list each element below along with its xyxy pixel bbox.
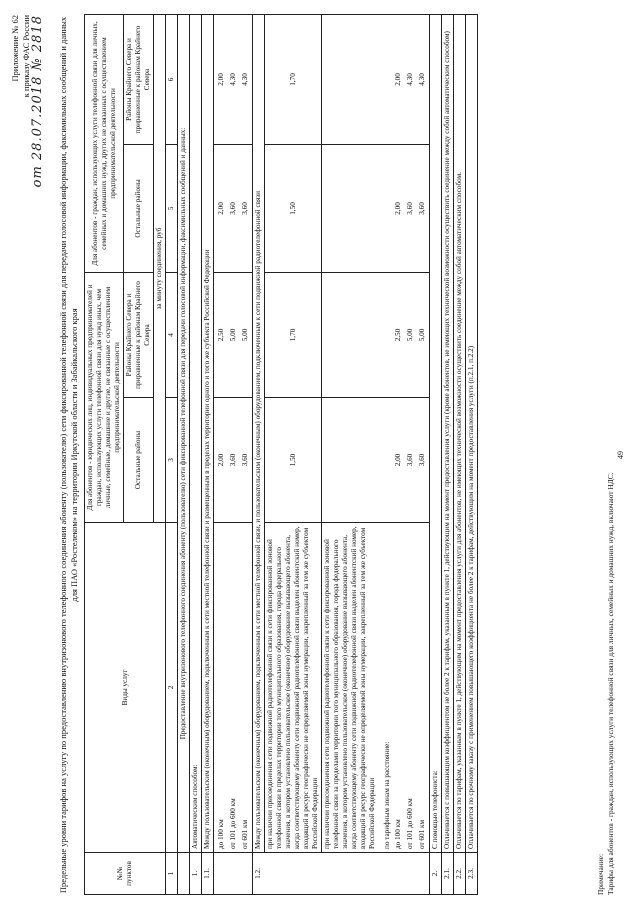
tariff-values-c3 (214, 398, 253, 523)
tariff-value: 3,60 (241, 202, 249, 215)
section-title: Предоставление внутризонового телефонного соединения абоненту (пользователю) сети фиксированной телефонной связи для передачи голосовой информации, факсимильных сообщений и данных: (178, 14, 190, 852)
row-1 (190, 14, 202, 894)
distance-list (214, 523, 253, 853)
tariff-values-c3 (322, 398, 430, 523)
tariff-value: 2,00 (217, 453, 225, 467)
tariff-value: 1,50 (265, 144, 322, 272)
tariff-values-c6 (322, 14, 430, 144)
distance-label: от 101 до 600 км (406, 798, 414, 849)
tariff-values-c5 (322, 144, 430, 272)
tariff-value: 5,00 (418, 328, 426, 342)
tariff-value: 1,70 (265, 272, 322, 397)
row-1-2 (253, 14, 265, 894)
notes (596, 15, 616, 895)
row-text: Оплачивается по срочному заказу с применением повышающего коэффициента не более 2 к тарифам, действующим на момент предоставления услуги (п.2.1, п.2.2) (466, 14, 478, 852)
header-unit: за минуту соединения, руб (154, 14, 166, 522)
index-cell: 2 (166, 523, 178, 853)
tariff-value: 5,00 (406, 328, 414, 342)
annex-order: к приказу ФАС России (21, 15, 31, 98)
distance-label: до 100 км (217, 819, 225, 849)
row-text: при наличии присоединения сети подвижной радиотелефонной связи к сети фиксированной зоновой телефонной связи в пределах территории того муниципального образования, города федерального значения, в котором установлено пользовательское (оконечное) оборудование вызывающего абонента, когда соответствующему абоненту сети подвижной радиотелефонной связи выделен абонентский номер, входящий в ресурс географически не определяемой зоны нумерации, закрепленный за тем же субъектом Российской Федерации (265, 523, 322, 853)
tariff-zone-label: по тарифным зонам на расстояние: (383, 741, 391, 849)
index-row (166, 14, 178, 894)
header-row-groups (85, 14, 124, 894)
index-cell: 3 (166, 398, 178, 523)
distance-label: от 101 до 600 км (229, 798, 237, 849)
tariff-values-c4 (214, 272, 253, 397)
header-north-regions-b: Районы Крайнего Севера и приравненные к районам Крайнего Севера (124, 14, 154, 144)
row-text: Между пользовательским (оконечным) оборудованием, подключенным к сети местной телефонной связи, и пользовательским (оконечным) оборудованием, подключенным к сети подвижной радиотелефонной связи (253, 14, 265, 852)
row-1-2-a (265, 14, 322, 894)
distance-label: от 601 км (418, 819, 426, 849)
annex-header (10, 15, 43, 187)
row-1-2-b (322, 14, 430, 894)
row-2-1 (442, 14, 454, 894)
tariff-value: 3,60 (406, 202, 414, 215)
tariff-value: 1,50 (265, 398, 322, 523)
row-2-2 (454, 14, 466, 894)
tariff-value: 1,70 (265, 14, 322, 144)
header-other-regions-b: Остальные районы (124, 144, 154, 272)
row-number: 1.1. (202, 853, 214, 895)
tariff-value: 2,00 (394, 73, 402, 86)
header-other-regions-a: Остальные районы (124, 398, 154, 523)
row-number: 1. (190, 853, 202, 895)
tariff-values-c4 (322, 272, 430, 397)
header-north-regions-a: Районы Крайнего Севера и приравненные к районам Крайнего Севера (124, 272, 154, 397)
row-text: Оплачивается с повышающим коэффициентом не более 2 к тарифам, указанным в пункте 1, действующим на момент предоставления услуги (кроме абонентов, не имеющих технической возможности осуществить соединение между собой автоматическим способом) (442, 14, 454, 852)
tariff-value: 3,60 (241, 453, 249, 467)
row-number: 2.1. (442, 853, 454, 895)
row-2-3 (466, 14, 478, 894)
row-text: Автоматическим способом: (190, 14, 202, 852)
tariff-value: 5,00 (241, 328, 249, 342)
tariff-value: 2,00 (217, 202, 225, 215)
tariff-values-c5 (214, 144, 253, 272)
index-cell: 5 (166, 144, 178, 272)
tariff-value: 3,60 (229, 453, 237, 467)
section-row (178, 14, 190, 894)
tariff-value: 4,30 (241, 73, 249, 86)
header-group-legal: Для абонентов - юридических лиц, индивидуальных предпринимателей и граждан, использующих услуги телефонной связи для нужд иных, чем личные, семейные, домашние и другие, не связанные с осуществлением предпринимательской деятельности (85, 272, 124, 522)
header-service-type: Виды услуг (85, 523, 166, 853)
tariff-value: 4,30 (406, 73, 414, 86)
page-number: 49 (616, 451, 625, 459)
notes-text: Тарифы для абонентов - граждан, использующих услуги телефонной связи для личных, семейных и домашних нужд, включают НДС. (606, 472, 615, 895)
row-1-1-values (214, 14, 253, 894)
tariff-value: 3,60 (229, 202, 237, 215)
row-text: Оплачивается по тарифам, указанным в пункте 1, действующим на момент предоставления услуги для абонентов, не имеющих технической возможности осуществить соединение между собой автоматическим способом. (454, 14, 466, 852)
tariff-value: 4,30 (229, 73, 237, 86)
header-group-citizens: Для абонентов - граждан, использующих услуги телефонной связи для личных, семейных и домашних нужд, других не связанных с осуществлением предпринимательской деятельности (85, 14, 124, 272)
header-item-number: №№ пунктов (85, 853, 166, 895)
distance-list (392, 526, 428, 849)
annex-number: Приложение № 62 (10, 15, 20, 82)
annex-date-handwritten: от 28.07.2018 № 2818 (30, 15, 45, 188)
index-cell: 1 (166, 853, 178, 895)
row-number: 2. (430, 853, 442, 895)
index-cell: 4 (166, 272, 178, 397)
index-cell: 6 (166, 14, 178, 144)
row-number: 2.2. (454, 853, 466, 895)
notes-label: Примечание: (596, 853, 605, 895)
tariff-value: 5,00 (229, 328, 237, 342)
row-text: Между пользовательским (оконечным) оборудованием, подключенным к сети местной телефонной связи и размещенным в пределах территории одного и того же субъекта Российской Федерации (202, 14, 214, 852)
row-2 (430, 14, 442, 894)
distance-label: до 100 км (394, 819, 402, 849)
row-text: при наличии присоединения сети подвижной радиотелефонной связи к сети фиксированной зоновой телефонной связи за пределами территории того муниципального образования, города федерального значения, в котором установлено пользовательское (оконечное) оборудование вызывающего абонента, когда соответствующему абоненту сети подвижной радиотелефонной связи выделен абонентский номер, входящий в ресурс географически не определяемой зоны нумерации, закрепленный за тем же субъектом Российской Федерации (323, 526, 376, 849)
tariff-value: 3,60 (406, 453, 414, 467)
rotated-landscape-content (10, 15, 630, 895)
distance-label: от 601 км (241, 819, 249, 849)
row-text: С помощью телефониста: (430, 14, 442, 852)
row-1-1 (202, 14, 214, 894)
document-title: Предельные уровни тарифов на услугу по предоставлению внутризонового телефонного соединения абоненту (пользователю) сети фиксированной телефонной связи для передачи голосовой информации, факсимильных сообщений и данных для ПАО «Ростелеком» на территории Иркутской области и Забайкальского края (58, 16, 79, 894)
tariff-values-c6 (214, 14, 253, 144)
tariff-value: 2,50 (394, 328, 402, 342)
row-number: 1.2. (253, 853, 430, 895)
tariff-value: 4,30 (418, 73, 426, 86)
tariff-value: 3,60 (418, 453, 426, 467)
tariff-value: 2,50 (217, 328, 225, 342)
tariff-table (84, 14, 478, 895)
tariff-value: 2,00 (394, 453, 402, 467)
tariff-value: 3,60 (418, 202, 426, 215)
row-number: 2.3. (466, 853, 478, 895)
tariff-value: 2,00 (394, 202, 402, 215)
tariff-value: 2,00 (217, 73, 225, 86)
